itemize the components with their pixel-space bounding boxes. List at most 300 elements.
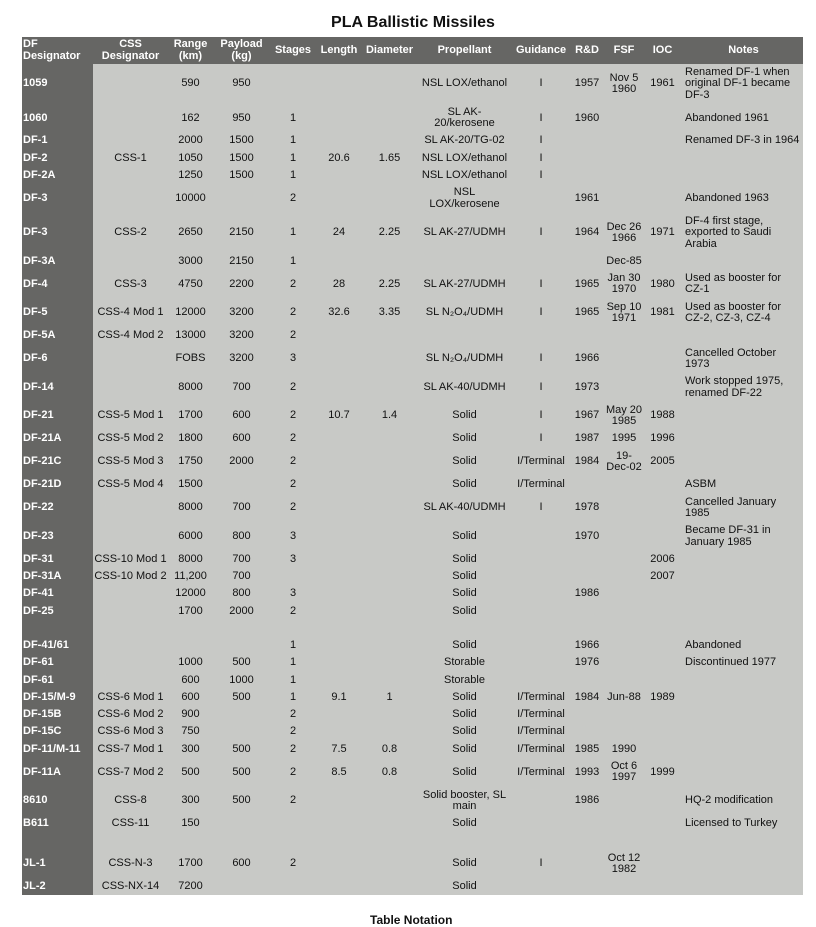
cell-notes [681, 672, 803, 689]
cell-diameter [362, 723, 417, 740]
cell-payload: 800 [232, 587, 251, 600]
column-header-rd: R&D [570, 37, 604, 64]
cell-ioc: 1981 [650, 306, 675, 319]
cell-notes: Work stopped 1975, renamed DF-22 [685, 375, 784, 399]
cell-notes [681, 741, 803, 758]
cell-propellant: Solid [452, 604, 477, 617]
cell-notes: Became DF-31 in January 1985 [685, 524, 771, 548]
cell-ioc [644, 522, 681, 551]
cell-diameter [362, 494, 417, 523]
cell-stages: 2 [289, 380, 297, 393]
table-row [22, 585, 803, 602]
cell-diameter [362, 672, 417, 689]
cell-df-designator: DF-6 [22, 345, 93, 374]
cell-rd: 1987 [574, 432, 600, 445]
cell-fsf: 1995 [611, 432, 637, 445]
cell-guidance: I [539, 501, 543, 514]
cell-ioc [644, 476, 681, 493]
cell-diameter: 1 [386, 690, 393, 703]
cell-fsf: Nov 5 1960 [609, 71, 639, 95]
cell-guidance: I [539, 352, 543, 365]
table-row [22, 132, 803, 149]
cell-rd [570, 833, 604, 850]
cell-length: 20.6 [328, 151, 350, 164]
cell-guidance [512, 522, 570, 551]
cell-propellant [417, 620, 512, 637]
cell-length [316, 430, 362, 447]
table-row [22, 270, 803, 299]
cell-range: 2000 [178, 134, 203, 147]
cell-css-designator: CSS-5 Mod 4 [97, 478, 164, 491]
cell-guidance [512, 637, 570, 654]
cell-css-designator: CSS-7 Mod 1 [97, 742, 164, 755]
cell-rd: 1984 [574, 690, 600, 703]
cell-stages: 3 [289, 587, 297, 600]
table-row [22, 787, 803, 816]
cell-propellant: NSL LOX/ethanol [421, 77, 508, 90]
cell-range: 600 [181, 690, 200, 703]
cell-stages: 1 [289, 134, 297, 147]
cell-df-designator: 1059 [22, 64, 93, 104]
cell-rd: 1961 [574, 192, 600, 205]
cell-length [316, 253, 362, 270]
cell-length [316, 476, 362, 493]
cell-range: 12000 [175, 587, 206, 600]
cell-fsf [604, 815, 644, 832]
cell-notes: Used as booster for CZ-2, CZ-3, CZ-4 [685, 300, 781, 325]
cell-stages: 2 [289, 329, 297, 342]
cell-fsf: May 20 1985 [605, 403, 643, 428]
cell-rd: 1993 [574, 765, 600, 778]
cell-fsf [604, 878, 644, 895]
cell-range: 12000 [175, 306, 206, 319]
cell-df-designator: DF-14 [22, 373, 93, 402]
cell-df-designator: DF-2 [22, 150, 93, 167]
cell-css-designator: CSS-5 Mod 3 [97, 455, 164, 468]
cell-ioc: 1971 [650, 226, 675, 239]
cell-guidance: I [539, 857, 543, 870]
cell-stages: 2 [289, 708, 297, 721]
cell-df-designator: DF-21 [22, 402, 93, 431]
cell-stages: 1 [289, 673, 297, 686]
cell-ioc [644, 878, 681, 895]
cell-css-designator [93, 603, 168, 620]
cell-notes [681, 430, 803, 447]
cell-stages [270, 815, 316, 832]
cell-guidance: I [539, 306, 543, 319]
cell-css-designator [93, 345, 168, 374]
cell-fsf [604, 494, 644, 523]
table-row [22, 448, 803, 477]
cell-stages: 2 [289, 765, 297, 778]
cell-df-designator: DF-15C [22, 723, 93, 740]
cell-df-designator: DF-5 [22, 299, 93, 328]
cell-ioc: 1989 [650, 690, 675, 703]
cell-df-designator: B611 [22, 815, 93, 832]
cell-css-designator [93, 494, 168, 523]
cell-payload: 3200 [229, 329, 254, 342]
cell-range: 750 [181, 725, 200, 738]
cell-fsf [604, 568, 644, 585]
cell-ioc: 2007 [650, 570, 675, 583]
cell-stages: 3 [289, 352, 297, 365]
cell-fsf [604, 184, 644, 213]
cell-ioc [644, 603, 681, 620]
cell-range: 500 [181, 765, 200, 778]
cell-css-designator: CSS-2 [114, 226, 147, 239]
cell-fsf [604, 327, 644, 344]
cell-rd [570, 603, 604, 620]
cell-rd [570, 815, 604, 832]
cell-length [316, 568, 362, 585]
cell-rd: 1965 [574, 306, 600, 319]
cell-rd: 1985 [574, 742, 600, 755]
cell-payload [213, 723, 270, 740]
cell-css-designator [93, 620, 168, 637]
cell-df-designator: DF-61 [22, 654, 93, 671]
cell-stages: 3 [289, 529, 297, 542]
cell-stages: 3 [289, 552, 297, 565]
cell-notes [681, 603, 803, 620]
cell-notes [681, 585, 803, 602]
cell-stages: 1 [289, 656, 297, 669]
cell-diameter [362, 706, 417, 723]
cell-rd [570, 723, 604, 740]
cell-css-designator [93, 132, 168, 149]
cell-rd: 1966 [574, 352, 600, 365]
cell-fsf [604, 672, 644, 689]
cell-ioc [644, 373, 681, 402]
cell-notes [681, 150, 803, 167]
cell-fsf [604, 104, 644, 133]
table-row [22, 723, 803, 740]
cell-df-designator: DF-1 [22, 132, 93, 149]
cell-notes [681, 833, 803, 850]
cell-diameter [362, 637, 417, 654]
cell-fsf: 19-Dec-02 [606, 449, 642, 474]
cell-css-designator: CSS-4 Mod 1 [97, 306, 164, 319]
cell-range: 2650 [178, 226, 203, 239]
cell-payload: 1000 [229, 673, 254, 686]
cell-propellant: Storable [444, 656, 485, 669]
cell-ioc [644, 167, 681, 184]
cell-length: 10.7 [328, 409, 350, 422]
cell-rd [570, 850, 604, 879]
cell-diameter [362, 833, 417, 850]
cell-notes [681, 448, 803, 477]
cell-css-designator [93, 184, 168, 213]
cell-payload [213, 620, 270, 637]
cell-fsf: 1990 [611, 742, 637, 755]
cell-stages: 2 [289, 478, 297, 491]
cell-range: 4750 [178, 277, 203, 290]
cell-diameter [362, 448, 417, 477]
cell-range: 1700 [178, 857, 203, 870]
cell-length: 9.1 [331, 690, 347, 703]
cell-stages: 2 [289, 192, 297, 205]
cell-diameter [362, 167, 417, 184]
cell-payload [213, 878, 270, 895]
cell-range: 10000 [175, 192, 206, 205]
column-header-guidance: Guidance [512, 37, 570, 64]
cell-length [316, 551, 362, 568]
cell-rd: 1960 [574, 111, 600, 124]
cell-css-designator [93, 654, 168, 671]
cell-guidance [512, 603, 570, 620]
cell-payload: 2000 [229, 604, 254, 617]
table-row [22, 327, 803, 344]
cell-length [316, 585, 362, 602]
cell-ioc [644, 706, 681, 723]
cell-guidance: I/Terminal [517, 742, 565, 755]
cell-css-designator [93, 373, 168, 402]
cell-propellant: Solid [452, 857, 477, 870]
table-row [22, 430, 803, 447]
cell-rd: 1964 [574, 226, 600, 239]
cell-propellant: Solid [452, 529, 477, 542]
table-row [22, 184, 803, 213]
cell-guidance: I/Terminal [517, 478, 565, 491]
cell-stages: 1 [289, 111, 297, 124]
cell-css-designator [93, 585, 168, 602]
cell-rd [570, 253, 604, 270]
missiles-table [22, 37, 803, 895]
cell-length [316, 672, 362, 689]
cell-guidance [512, 551, 570, 568]
cell-propellant: NSL LOX/ethanol [421, 151, 508, 164]
cell-css-designator: CSS-6 Mod 1 [97, 690, 164, 703]
cell-fsf [604, 603, 644, 620]
cell-payload: 1500 [229, 169, 254, 182]
cell-rd: 1984 [574, 455, 600, 468]
table-row [22, 213, 803, 253]
cell-stages: 1 [289, 226, 297, 239]
cell-guidance [512, 878, 570, 895]
cell-ioc [644, 850, 681, 879]
cell-guidance: I [539, 169, 543, 182]
cell-guidance: I [539, 226, 543, 239]
cell-fsf [604, 637, 644, 654]
cell-css-designator: CSS-10 Mod 1 [94, 552, 167, 565]
column-header-length: Length [316, 37, 362, 64]
cell-rd: 1967 [574, 409, 600, 422]
cell-ioc [644, 494, 681, 523]
cell-range: 8000 [178, 380, 203, 393]
cell-css-designator: CSS-5 Mod 2 [97, 432, 164, 445]
cell-diameter [362, 551, 417, 568]
cell-payload: 500 [232, 656, 251, 669]
cell-df-designator: DF-25 [22, 603, 93, 620]
cell-length [316, 850, 362, 879]
cell-payload: 500 [232, 765, 251, 778]
cell-ioc [644, 620, 681, 637]
column-header-css-designator: CSS Designator [93, 37, 168, 64]
cell-df-designator: DF-22 [22, 494, 93, 523]
cell-css-designator: CSS-5 Mod 1 [97, 409, 164, 422]
cell-fsf [604, 833, 644, 850]
cell-css-designator [93, 672, 168, 689]
cell-notes: Abandoned 1961 [685, 111, 769, 124]
cell-df-designator: DF-15B [22, 706, 93, 723]
cell-notes: Cancelled January 1985 [685, 495, 777, 519]
cell-ioc [644, 637, 681, 654]
cell-df-designator: DF-5A [22, 327, 93, 344]
cell-df-designator [22, 833, 93, 850]
cell-range: 1700 [178, 409, 203, 422]
cell-ioc [644, 815, 681, 832]
cell-notes: Abandoned [685, 638, 742, 651]
cell-stages: 1 [289, 638, 297, 651]
cell-range: 8000 [178, 552, 203, 565]
cell-stages [270, 568, 316, 585]
cell-guidance: I [539, 151, 543, 164]
cell-df-designator: DF-21C [22, 448, 93, 477]
cell-length [316, 815, 362, 832]
cell-propellant: Solid [452, 478, 477, 491]
cell-propellant: NSL LOX/ethanol [421, 169, 508, 182]
cell-notes [681, 689, 803, 706]
table-row [22, 494, 803, 523]
cell-fsf: Oct 12 1982 [607, 851, 641, 875]
cell-df-designator: 8610 [22, 787, 93, 816]
cell-payload: 950 [232, 111, 251, 124]
cell-length: 7.5 [331, 742, 347, 755]
table-row [22, 637, 803, 654]
cell-length [316, 104, 362, 133]
cell-df-designator: DF-41 [22, 585, 93, 602]
cell-diameter: 0.8 [381, 765, 398, 778]
cell-stages [270, 620, 316, 637]
cell-diameter [362, 850, 417, 879]
table-row [22, 551, 803, 568]
cell-rd [570, 150, 604, 167]
cell-ioc [644, 741, 681, 758]
cell-notes [681, 253, 803, 270]
table-row [22, 603, 803, 620]
cell-css-designator: CSS-1 [114, 151, 147, 164]
cell-propellant: Solid [452, 455, 477, 468]
table-row [22, 878, 803, 895]
cell-diameter [362, 585, 417, 602]
cell-range [168, 637, 213, 654]
table-row [22, 253, 803, 270]
cell-payload [213, 637, 270, 654]
cell-df-designator: DF-31A [22, 568, 93, 585]
cell-range: 1000 [178, 656, 203, 669]
table-row [22, 620, 803, 637]
table-row [22, 758, 803, 787]
cell-rd [570, 706, 604, 723]
cell-notes [681, 878, 803, 895]
cell-propellant: Solid [452, 638, 477, 651]
cell-guidance: I/Terminal [517, 455, 565, 468]
cell-rd: 1965 [574, 277, 600, 290]
cell-df-designator: DF-41/61 [22, 637, 93, 654]
cell-fsf [604, 551, 644, 568]
cell-propellant: SL AK-27/UDMH [423, 277, 506, 290]
column-header-notes: Notes [681, 37, 803, 64]
cell-propellant: Solid booster, SL main [422, 788, 507, 812]
column-header-payload: Payload (kg) [213, 37, 270, 64]
table-row [22, 373, 803, 402]
table-row [22, 167, 803, 184]
cell-df-designator: DF-3 [22, 213, 93, 253]
cell-payload: 3200 [229, 352, 254, 365]
cell-stages: 2 [289, 742, 297, 755]
cell-range: 13000 [175, 329, 206, 342]
cell-length: 28 [332, 277, 346, 290]
cell-stages: 1 [289, 169, 297, 182]
cell-rd: 1970 [574, 529, 600, 542]
cell-propellant: SL AK-40/UDMH [423, 501, 506, 514]
cell-propellant: SL AK-40/UDMH [423, 380, 506, 393]
cell-propellant: Solid [452, 570, 477, 583]
cell-notes [681, 167, 803, 184]
cell-notes [681, 758, 803, 787]
cell-guidance [512, 654, 570, 671]
cell-payload: 1500 [229, 134, 254, 147]
cell-payload: 700 [232, 552, 251, 565]
cell-css-designator [93, 253, 168, 270]
cell-length: 24 [332, 226, 346, 239]
cell-propellant: Solid [452, 690, 477, 703]
cell-ioc [644, 672, 681, 689]
cell-diameter: 2.25 [378, 277, 401, 290]
cell-guidance [512, 787, 570, 816]
cell-diameter [362, 603, 417, 620]
cell-ioc [644, 585, 681, 602]
cell-diameter: 1.65 [378, 151, 401, 164]
cell-stages: 2 [289, 794, 297, 807]
cell-rd [570, 132, 604, 149]
cell-payload: 2000 [229, 455, 254, 468]
cell-fsf: Jun-88 [607, 690, 641, 703]
cell-guidance: I [539, 77, 543, 90]
cell-payload: 500 [232, 794, 251, 807]
cell-css-designator [93, 167, 168, 184]
cell-guidance [512, 184, 570, 213]
cell-rd: 1957 [574, 77, 600, 90]
cell-css-designator [93, 104, 168, 133]
cell-df-designator: JL-1 [22, 850, 93, 879]
cell-css-designator: CSS-NX-14 [101, 880, 160, 893]
table-row [22, 815, 803, 832]
table-caption: Table Notation [370, 913, 453, 927]
cell-diameter [362, 476, 417, 493]
cell-payload [213, 833, 270, 850]
cell-guidance [512, 620, 570, 637]
cell-css-designator: CSS-11 [111, 817, 150, 830]
cell-ioc [644, 654, 681, 671]
cell-diameter [362, 64, 417, 104]
cell-guidance [512, 568, 570, 585]
cell-range: 1700 [178, 604, 203, 617]
column-header-ioc: IOC [644, 37, 681, 64]
cell-payload: 600 [232, 432, 251, 445]
cell-rd [570, 476, 604, 493]
table-row [22, 64, 803, 104]
cell-rd [570, 672, 604, 689]
cell-propellant: Solid [452, 725, 477, 738]
cell-propellant: Storable [444, 673, 485, 686]
cell-length: 8.5 [331, 765, 347, 778]
cell-payload: 800 [232, 529, 251, 542]
cell-propellant [417, 327, 512, 344]
cell-range [168, 833, 213, 850]
cell-length [316, 654, 362, 671]
cell-range: 1050 [178, 151, 203, 164]
cell-range: 6000 [178, 529, 203, 542]
